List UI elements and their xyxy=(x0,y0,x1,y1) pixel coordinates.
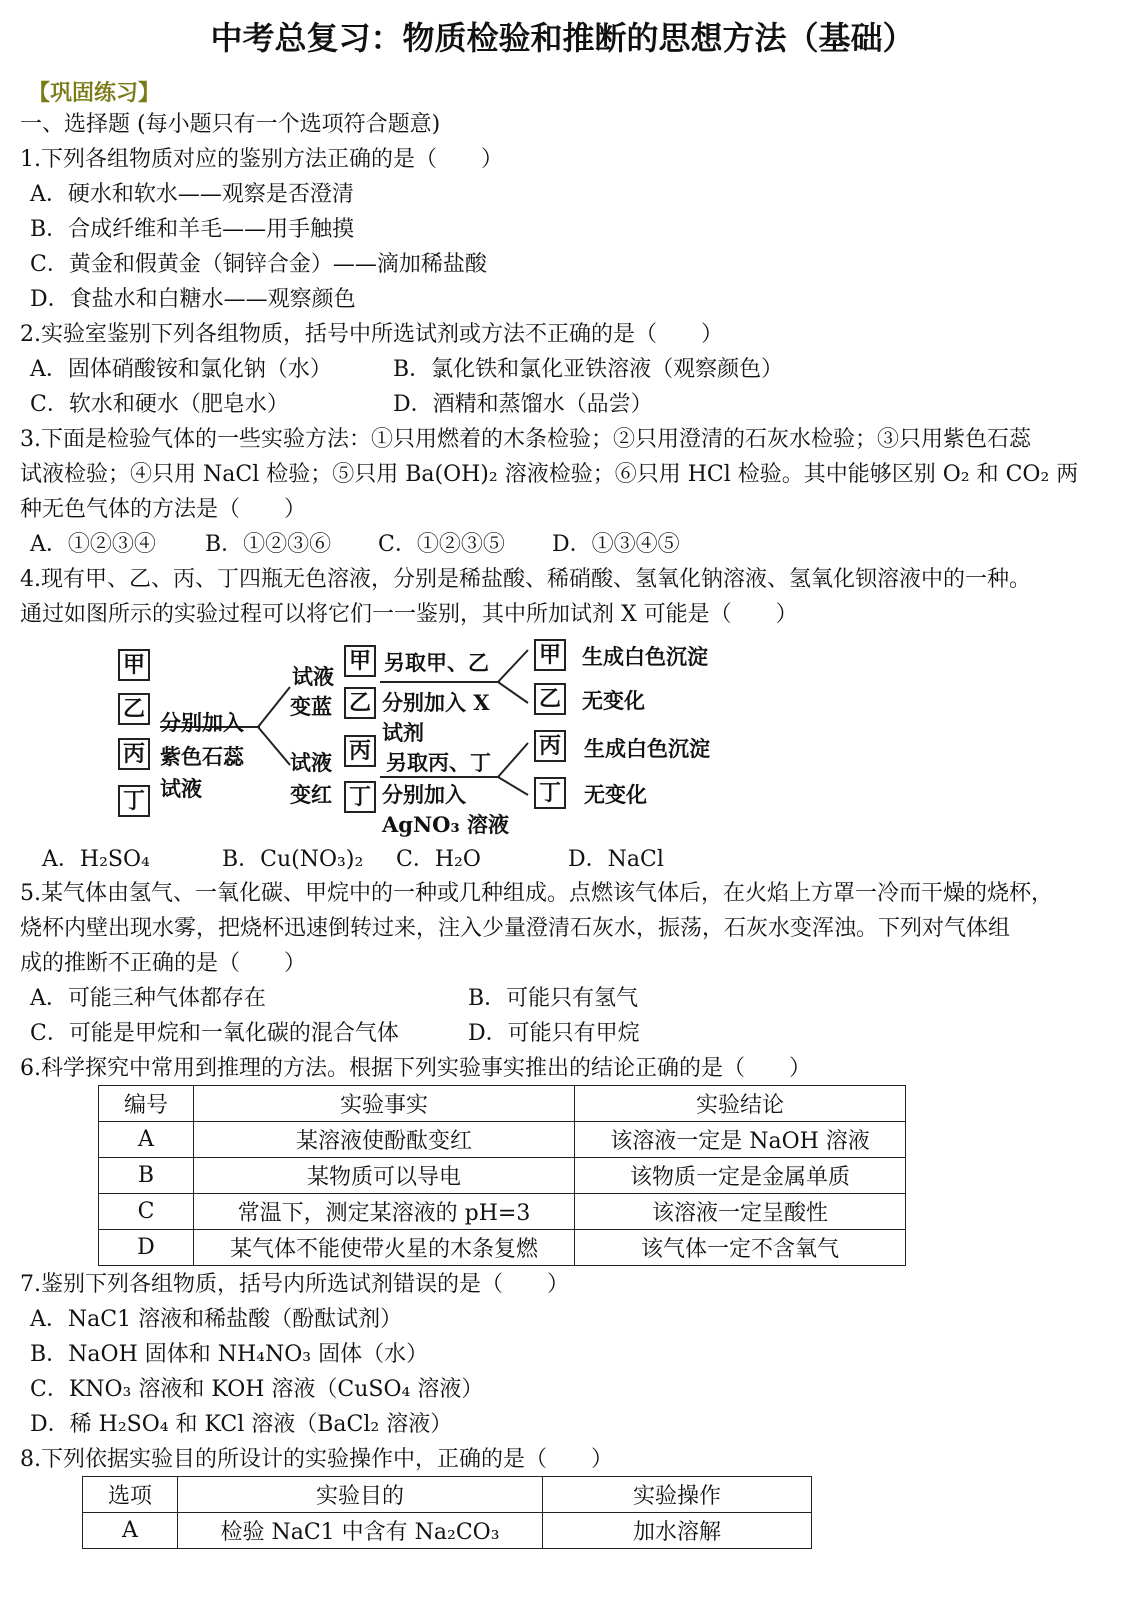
table-header-row xyxy=(99,1086,906,1122)
q5-option-b: B．可能只有氢气 xyxy=(468,986,639,1011)
box-ding: 丁 xyxy=(118,785,150,817)
q2-option-b: B．氯化铁和氯化亚铁溶液（观察颜色） xyxy=(393,357,784,382)
table-cell: A xyxy=(83,1513,178,1549)
right-box-bing: 丙 xyxy=(534,730,566,762)
question-4-line-2: 通过如图所示的实验过程可以将它们一一鉴别，其中所加试剂 X 可能是（ ） xyxy=(20,602,798,627)
question-5-line-3: 成的推断不正确的是（ ） xyxy=(20,951,307,976)
q3-option-a: A．①②③④ xyxy=(30,532,156,557)
table-row xyxy=(99,1194,906,1230)
label-lower-3: AgNO₃ 溶液 xyxy=(382,812,509,837)
table-cell: 该物质一定是金属单质 xyxy=(575,1158,906,1194)
label-lower-1: 另取丙、丁 xyxy=(386,750,491,775)
q4-option-d: D．NaCl xyxy=(568,847,664,872)
right-box-yi: 乙 xyxy=(534,683,566,715)
box-bing: 丙 xyxy=(118,738,150,770)
right-box-jia: 甲 xyxy=(534,639,566,671)
box-jia: 甲 xyxy=(118,649,150,681)
q7-option-a: A．NaC1 溶液和稀盐酸（酚酞试剂） xyxy=(30,1307,403,1332)
table-header: 实验目的 xyxy=(178,1477,543,1513)
question-3-line-1: 3.下面是检验气体的一些实验方法：①只用燃着的木条检验；②只用澄清的石灰水检验；③只用紫色石蕊 xyxy=(20,427,1031,452)
question-8-stem: 8.下列依据实验目的所设计的实验操作中，正确的是（ ） xyxy=(20,1447,613,1472)
result-2: 无变化 xyxy=(582,688,645,713)
label-upper-1: 另取甲、乙 xyxy=(384,650,489,675)
label-add-3: 试液 xyxy=(160,776,202,801)
label-lower-2: 分别加入 xyxy=(382,782,466,807)
table-header: 编号 xyxy=(99,1086,194,1122)
q7-option-c: C．KNO₃ 溶液和 KOH 溶液（CuSO₄ 溶液） xyxy=(30,1377,484,1402)
result-3: 生成白色沉淀 xyxy=(584,736,710,761)
question-5-line-1: 5.某气体由氢气、一氧化碳、甲烷中的一种或几种组成。点燃该气体后，在火焰上方罩一冷而干燥的烧杯， xyxy=(20,881,1053,906)
question-6-stem: 6.科学探究中常用到推理的方法。根据下列实验事实推出的结论正确的是（ ） xyxy=(20,1056,811,1081)
result-1: 生成白色沉淀 xyxy=(582,644,708,669)
question-3-line-2: 试液检验；④只用 NaCl 检验；⑤只用 Ba(OH)₂ 溶液检验；⑥只用 HCl 检验。其中能够区别 O₂ 和 CO₂ 两 xyxy=(20,462,1079,487)
section-heading: 【巩固练习】 xyxy=(28,81,161,106)
q7-option-b: B．NaOH 固体和 NH₄NO₃ 固体（水） xyxy=(30,1342,429,1367)
question-7-stem: 7.鉴别下列各组物质，括号内所选试剂错误的是（ ） xyxy=(20,1272,569,1297)
label-add-2: 紫色石蕊 xyxy=(160,744,244,769)
box-yi: 乙 xyxy=(118,693,150,725)
table-cell: A xyxy=(99,1122,194,1158)
question-5-line-2: 烧杯内壁出现水雾，把烧杯迅速倒转过来，注入少量澄清石灰水，振荡，石灰水变浑浊。下列对气体组 xyxy=(20,916,1011,941)
q3-option-d: D．①③④⑤ xyxy=(552,532,680,557)
table-cell: 某物质可以导电 xyxy=(194,1158,575,1194)
table-header: 实验结论 xyxy=(575,1086,906,1122)
q3-option-c: C．①②③⑤ xyxy=(378,532,505,557)
label-blue-1: 试液 xyxy=(292,664,334,689)
q5-option-d: D．可能只有甲烷 xyxy=(468,1021,640,1046)
table-row xyxy=(83,1513,812,1549)
table-cell: 该溶液一定是 NaOH 溶液 xyxy=(575,1122,906,1158)
mid-box-ding: 丁 xyxy=(344,781,376,813)
q7-option-d: D．稀 H₂SO₄ 和 KCl 溶液（BaCl₂ 溶液） xyxy=(30,1412,453,1437)
question-3-line-3: 种无色气体的方法是（ ） xyxy=(20,497,307,522)
q4-option-b: B．Cu(NO₃)₂ xyxy=(222,847,364,872)
q5-option-a: A．可能三种气体都存在 xyxy=(30,986,266,1011)
table-row xyxy=(99,1230,906,1266)
q2-option-c: C．软水和硬水（肥皂水） xyxy=(30,392,289,417)
mid-box-bing: 丙 xyxy=(344,735,376,767)
table-cell: D xyxy=(99,1230,194,1266)
question-2-stem: 2.实验室鉴别下列各组物质，括号中所选试剂或方法不正确的是（ ） xyxy=(20,322,723,347)
label-blue-2: 变蓝 xyxy=(290,694,332,719)
question-1-stem: 1.下列各组物质对应的鉴别方法正确的是（ ） xyxy=(20,147,503,172)
table-cell: 常温下，测定某溶液的 pH=3 xyxy=(194,1194,575,1230)
label-upper-2: 分别加入 X xyxy=(382,690,490,715)
table-header-row xyxy=(83,1477,812,1513)
label-upper-3: 试剂 xyxy=(382,720,424,745)
question-4-line-1: 4.现有甲、乙、丙、丁四瓶无色溶液，分别是稀盐酸、稀硝酸、氢氧化钠溶液、氢氧化钡溶液中的一种。 xyxy=(20,567,1031,592)
table-cell: C xyxy=(99,1194,194,1230)
table-cell: 该溶液一定呈酸性 xyxy=(575,1194,906,1230)
q2-option-a: A．固体硝酸铵和氯化钠（水） xyxy=(30,357,332,382)
table-row xyxy=(99,1122,906,1158)
table-header: 选项 xyxy=(83,1477,178,1513)
table-cell: 该气体一定不含氧气 xyxy=(575,1230,906,1266)
part-heading: 一、选择题 (每小题只有一个选项符合题意) xyxy=(20,112,441,137)
q4-option-a: A．H₂SO₄ xyxy=(42,847,150,872)
table-cell: 某溶液使酚酞变红 xyxy=(194,1122,575,1158)
q1-option-d: D．食盐水和白糖水——观察颜色 xyxy=(30,287,356,312)
table-row xyxy=(99,1158,906,1194)
q4-option-c: C．H₂O xyxy=(396,847,481,872)
table-header: 实验事实 xyxy=(194,1086,575,1122)
q1-option-a: A．硬水和软水——观察是否澄清 xyxy=(30,182,354,207)
flow-diagram xyxy=(0,635,760,840)
q6-table xyxy=(98,1085,906,1266)
right-box-ding: 丁 xyxy=(534,777,566,809)
page-title: 中考总复习：物质检验和推断的思想方法（基础） xyxy=(210,19,915,57)
q1-option-b: B．合成纤维和羊毛——用手触摸 xyxy=(30,217,355,242)
table-cell: B xyxy=(99,1158,194,1194)
q5-option-c: C．可能是甲烷和一氧化碳的混合气体 xyxy=(30,1021,399,1046)
q2-option-d: D．酒精和蒸馏水（品尝） xyxy=(393,392,653,417)
table-cell: 某气体不能使带火星的木条复燃 xyxy=(194,1230,575,1266)
q1-option-c: C．黄金和假黄金（铜锌合金）——滴加稀盐酸 xyxy=(30,252,487,277)
mid-box-yi: 乙 xyxy=(344,687,376,719)
label-add-1: 分别加入 xyxy=(160,710,244,735)
label-red-1: 试液 xyxy=(290,750,332,775)
table-cell: 加水溶解 xyxy=(543,1513,812,1549)
result-4: 无变化 xyxy=(584,782,647,807)
q3-option-b: B．①②③⑥ xyxy=(205,532,332,557)
label-red-2: 变红 xyxy=(290,782,332,807)
table-header: 实验操作 xyxy=(543,1477,812,1513)
table-cell: 检验 NaC1 中含有 Na₂CO₃ xyxy=(178,1513,543,1549)
mid-box-jia: 甲 xyxy=(344,645,376,677)
q8-table xyxy=(82,1476,812,1549)
